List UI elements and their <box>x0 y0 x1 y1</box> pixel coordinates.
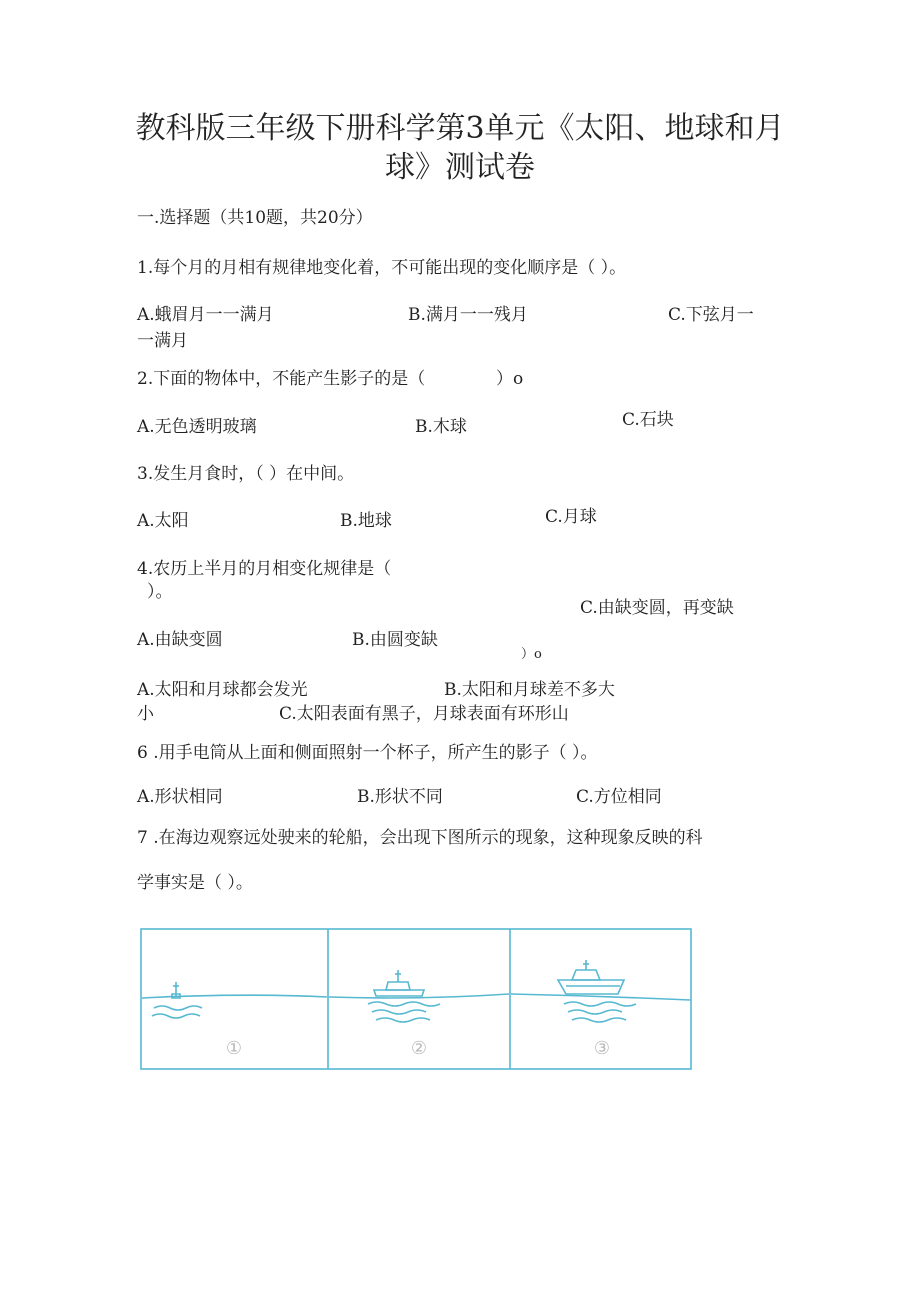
wave-icon <box>564 1002 636 1006</box>
question-2-option-c: C.石块 <box>622 410 674 430</box>
question-6-option-a: A.形状相同 <box>137 787 223 807</box>
ship-horizon-figure <box>140 928 692 1070</box>
question-4-option-c-end: ）o <box>521 647 542 662</box>
question-4-stem-cont: ）。 <box>147 582 173 602</box>
document-title-line-1: 教科版三年级下册科学第3单元《太阳、地球和月 <box>135 111 785 146</box>
section-heading: 一.选择题（共10题，共20分） <box>137 208 373 228</box>
wave-icon <box>568 1010 622 1014</box>
ship-half-icon <box>374 970 424 996</box>
question-5-option-b: B.太阳和月球差不多大 <box>444 680 615 700</box>
question-2-option-b: B.木球 <box>415 417 467 437</box>
question-4-stem: 4.农历上半月的月相变化规律是（ <box>137 559 392 579</box>
question-1-option-a: A.蛾眉月一一满月 <box>137 305 274 325</box>
question-7-stem-line-1: 7 .在海边观察远处驶来的轮船，会出现下图所示的现象，这种现象反映的科 <box>137 828 703 848</box>
horizon-line-3 <box>511 994 690 1000</box>
question-2-option-a: A.无色透明玻璃 <box>137 417 257 437</box>
ship-mast-icon <box>172 982 180 998</box>
question-7-stem-line-2: 学事实是（ ）。 <box>137 873 253 893</box>
question-1-option-b: B.满月一一残月 <box>408 305 528 325</box>
question-4-option-c: C.由缺变圆，再变缺 <box>580 598 734 618</box>
panel-label-3: ③ <box>593 1038 611 1059</box>
question-3-option-c: C.月球 <box>545 507 597 527</box>
wave-icon <box>376 1018 430 1022</box>
wave-icon <box>154 1006 202 1010</box>
question-5-option-c: C.太阳表面有黑子，月球表面有环形山 <box>279 704 569 724</box>
wave-icon <box>152 1014 200 1018</box>
panel-label-2: ② <box>410 1038 428 1059</box>
document-title-line-2: 球》测试卷 <box>385 150 535 185</box>
question-6-stem: 6 .用手电筒从上面和侧面照射一个杯子，所产生的影子（ ）。 <box>137 743 598 763</box>
question-6-option-c: C.方位相同 <box>576 787 662 807</box>
question-1-stem: 1.每个月的月相有规律地变化着，不可能出现的变化顺序是（ ）。 <box>137 258 627 278</box>
question-5-option-b-cont: 小 <box>137 704 154 724</box>
question-3-option-b: B.地球 <box>340 511 392 531</box>
wave-icon <box>372 1010 426 1014</box>
question-6-option-b: B.形状不同 <box>357 787 443 807</box>
question-4-option-b: B.由圆变缺 <box>352 630 438 650</box>
ship-icon <box>558 960 624 994</box>
wave-icon <box>368 1002 440 1006</box>
wave-icon <box>572 1018 626 1022</box>
question-5-option-a: A.太阳和月球都会发光 <box>137 680 308 700</box>
horizon-line-1 <box>142 995 327 998</box>
question-3-stem: 3.发生月食时，（ ）在中间。 <box>137 464 355 484</box>
question-1-option-c: C.下弦月一 <box>668 305 754 325</box>
question-4-option-a: A.由缺变圆 <box>137 630 223 650</box>
question-3-option-a: A.太阳 <box>137 511 189 531</box>
question-2-stem: 2.下面的物体中，不能产生影子的是（ <box>137 369 426 389</box>
panel-label-1: ① <box>225 1038 243 1059</box>
question-2-stem-end: ）o <box>496 369 524 389</box>
question-1-option-c-cont: 一满月 <box>137 331 188 351</box>
